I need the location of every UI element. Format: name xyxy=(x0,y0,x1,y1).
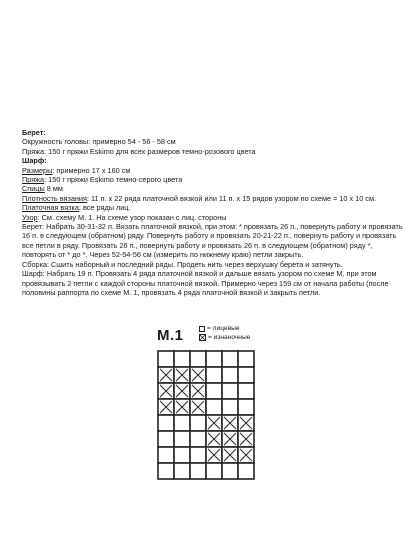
chart-cell-purl xyxy=(158,383,174,399)
head-circumference: Окружность головы: примерно 54 - 56 - 58 см xyxy=(22,137,176,147)
scarf-heading: Шарф: xyxy=(22,156,47,166)
chart-cell-knit xyxy=(158,447,174,463)
chart-cell-knit xyxy=(222,399,238,415)
chart-cell-knit xyxy=(206,383,222,399)
chart-cell-purl xyxy=(190,367,206,383)
garter-value: : все ряды лиц. xyxy=(78,203,131,213)
chart-cell-knit xyxy=(238,399,254,415)
chart-cell-knit xyxy=(238,463,254,479)
chart-cell-purl xyxy=(222,447,238,463)
beret-yarn: Пряжа: 150 г пряжи Eskimo для всех размеров темно-розового цвета xyxy=(22,146,256,156)
chart-cell-purl xyxy=(158,399,174,415)
pattern-label: Узор xyxy=(22,212,38,222)
beret-instr-line: повторять от * до *. Через 52-54-56 см (измерить по нижнему краю) петли закрыть. xyxy=(22,250,304,260)
scarf-yarn xyxy=(22,175,402,184)
chart-cell-purl xyxy=(238,431,254,447)
chart-cell-knit xyxy=(174,415,190,431)
chart-cell-purl xyxy=(190,383,206,399)
chart-grid xyxy=(157,350,255,480)
chart-cell-purl xyxy=(174,399,190,415)
chart-cell-knit xyxy=(174,351,190,367)
chart-cell-knit xyxy=(158,463,174,479)
chart-cell-purl xyxy=(206,431,222,447)
needles xyxy=(22,184,402,193)
chart-cell-knit xyxy=(174,447,190,463)
chart-cell-knit xyxy=(190,351,206,367)
chart-cell-knit xyxy=(206,463,222,479)
density-value: : 11 п. х 22 ряда платочной вязкой или 11 п. х 15 рядов узором по схеме = 10 х 10 см. xyxy=(86,193,376,203)
pattern-document xyxy=(22,128,402,297)
chart-cell-purl xyxy=(222,415,238,431)
pattern-value: : См. схему М. 1. На схеме узор показан с лиц. стороны xyxy=(37,212,227,222)
chart-cell-knit xyxy=(206,367,222,383)
chart-cell-purl xyxy=(174,383,190,399)
chart-cell-knit xyxy=(158,415,174,431)
chart-cell-purl xyxy=(238,447,254,463)
yarn-value: : 150 г пряжи Eskimo темно-серого цвета xyxy=(44,175,183,185)
chart-cell-knit xyxy=(238,351,254,367)
beret-instr-line: 16 п. в следующем (обратном) ряду. Повернуть работу и провязать 20-21-22 п., повернуть работу и провязать xyxy=(22,231,397,241)
chart-cell-knit xyxy=(158,431,174,447)
assembly-instr: Сборка: Сшить наборный и последний ряды. Продеть нить через верхушку берета и затянуть. xyxy=(22,259,343,269)
scarf-instr-line: провязывать 2 петли с каждой стороны платочной вязкой. Примерно через 159 см от начала работы (после xyxy=(22,278,389,288)
chart-cell-knit xyxy=(222,383,238,399)
chart-cell-knit xyxy=(174,431,190,447)
chart-cell-knit xyxy=(222,351,238,367)
beret-instr-line: все петли в ряду. Провязать 26 п., повернуть работу и провязать 26 п. в следующем (обратном) ряду *, xyxy=(22,240,373,250)
sizes-value: : примерно 17 х 160 см xyxy=(52,165,131,175)
garter-label: Платочная вязка xyxy=(22,203,79,213)
chart-title: M.1 xyxy=(157,327,184,344)
chart-cell-knit xyxy=(190,415,206,431)
legend-purl xyxy=(199,334,250,343)
chart-cell-knit xyxy=(190,447,206,463)
chart-cell-knit xyxy=(238,383,254,399)
chart-cell-purl xyxy=(222,431,238,447)
chart-cell-knit xyxy=(206,399,222,415)
chart-cell-knit xyxy=(238,367,254,383)
needles-label: Спицы xyxy=(22,184,45,194)
chart-cell-purl xyxy=(238,415,254,431)
beret-heading: Берет: xyxy=(22,128,46,137)
scarf-sizes xyxy=(22,166,402,175)
beret-instr-line: Берет: Набрать 30-31-32 п. Вязать платочной вязкой, при этом: * провязать 26 п., повернуть работу и провязать xyxy=(22,222,403,232)
chart-cell-knit xyxy=(206,351,222,367)
needles-value: 8 мм xyxy=(44,184,63,194)
legend-knit xyxy=(199,325,250,334)
chart-cell-purl xyxy=(206,447,222,463)
purl-symbol-icon xyxy=(199,334,206,341)
scarf-instr-line: Шарф: Набрать 19 п. Провязать 4 ряда платочной вязкой и дальше вязать узором по схеме М, при этом xyxy=(22,269,377,279)
knit-symbol-icon xyxy=(199,326,205,332)
density-label: Плотность вязания xyxy=(22,193,87,203)
chart-cell-knit xyxy=(190,463,206,479)
gauge xyxy=(22,194,402,203)
chart-cell-knit xyxy=(158,351,174,367)
pattern-note xyxy=(22,213,402,222)
garter-stitch xyxy=(22,203,402,212)
chart-cell-purl xyxy=(190,399,206,415)
chart-cell-purl xyxy=(174,367,190,383)
chart-cell-knit xyxy=(190,431,206,447)
chart-cell-knit xyxy=(222,367,238,383)
chart-cell-knit xyxy=(174,463,190,479)
chart-cell-knit xyxy=(222,463,238,479)
yarn-label: Пряжа xyxy=(22,175,45,185)
legend-purl-label: = изнаночные xyxy=(208,333,251,341)
chart-cell-purl xyxy=(158,367,174,383)
legend-knit-label: = лицевые xyxy=(207,325,240,332)
scarf-instr-line: половины раппорта по схеме М. 1, провязать 4 ряда платочной вязкой и закрыть петли. xyxy=(22,287,321,297)
chart-legend xyxy=(199,325,250,342)
sizes-label: Размеры xyxy=(22,165,53,175)
chart-cell-purl xyxy=(206,415,222,431)
